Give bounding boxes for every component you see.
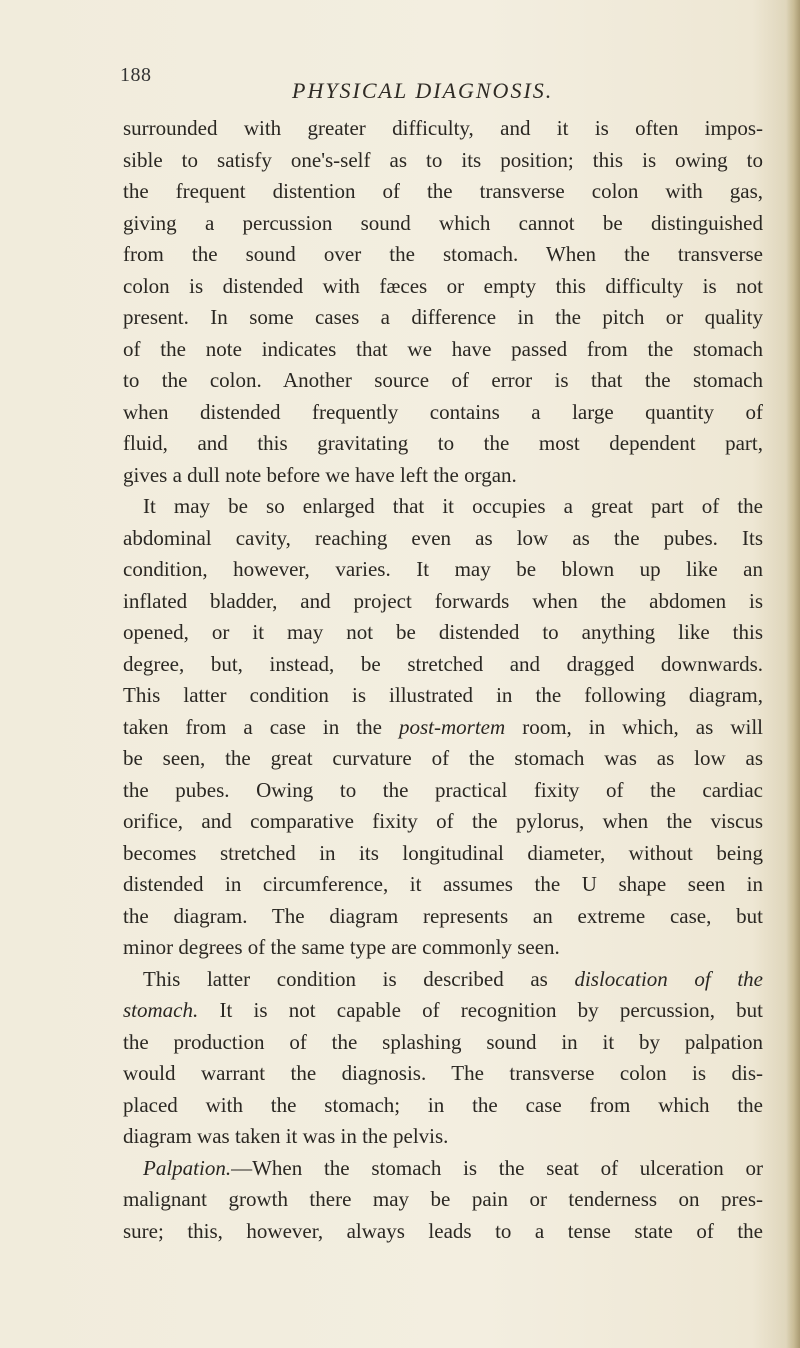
text-line: placed with the stomach; in the case from which the <box>123 1092 763 1117</box>
text-line: diagram was taken it was in the pelvis. <box>123 1124 449 1148</box>
italic-term: stomach. <box>123 998 199 1022</box>
text-line: malignant growth there may be pain or tenderness on pres- <box>123 1187 763 1211</box>
text-line: from the sound over the stomach. When the transverse <box>123 242 763 266</box>
text-line: This latter condition is illustrated in the following diagram, <box>123 683 763 707</box>
text-line: would warrant the diagnosis. The transverse colon is dis- <box>123 1061 763 1085</box>
text-line: the pubes. Owing to the practical fixity of the cardiac <box>123 777 763 802</box>
text-line: present. In some cases a difference in the pitch or quality <box>123 305 763 329</box>
text-line: the diagram. The diagram represents an extreme case, but <box>123 903 763 928</box>
text-run: It is not capable of recognition by percussion, but <box>198 998 763 1022</box>
text-line: giving a percussion sound which cannot be distinguished <box>123 210 763 235</box>
text-line-with-italic <box>123 1153 763 1185</box>
text-line: when distended frequently contains a large quantity of <box>123 399 763 424</box>
text-line: degree, but, instead, be stretched and dragged downwards. <box>123 651 763 676</box>
text-line-with-italic <box>123 964 763 996</box>
text-run: taken from a case in the <box>123 714 399 739</box>
text-line: to the colon. Another source of error is that the stomach <box>123 368 763 392</box>
text-line: minor degrees of the same type are commonly seen. <box>123 935 560 959</box>
text-line: becomes stretched in its longitudinal diameter, without being <box>123 840 763 865</box>
text-line: of the note indicates that we have passed from the stomach <box>123 336 763 361</box>
text-run: room, in which, as will <box>505 714 763 739</box>
text-line: colon is distended with fæces or empty this difficulty is not <box>123 273 763 298</box>
text-line: opened, or it may not be distended to anything like this <box>123 620 763 644</box>
text-line: gives a dull note before we have left the organ. <box>123 462 517 487</box>
body-text <box>123 113 763 1247</box>
text-line: orifice, and comparative fixity of the pylorus, when the viscus <box>123 809 763 833</box>
text-line-with-italic <box>123 995 763 1027</box>
text-line: sure; this, however, always leads to a tense state of the <box>123 1218 763 1243</box>
text-line: inflated bladder, and project forwards when the abdomen is <box>123 588 763 613</box>
text-line: sible to satisfy one's-self as to its position; this is owing to <box>123 147 763 172</box>
text-line: surrounded with greater difficulty, and it is often impos- <box>123 116 763 140</box>
page-number: 188 <box>120 64 152 86</box>
text-line: condition, however, varies. It may be blown up like an <box>123 557 763 581</box>
text-line: be seen, the great curvature of the stomach was as low as <box>123 746 763 770</box>
text-run: This latter condition is described as <box>143 966 575 991</box>
text-line: abdominal cavity, reaching even as low as the pubes. Its <box>123 525 763 550</box>
text-line: distended in circumference, it assumes the U shape seen in <box>123 872 763 896</box>
text-line-with-italic <box>123 712 763 744</box>
italic-term: post-mortem <box>398 714 506 739</box>
page-binding-edge <box>786 0 800 1348</box>
italic-term: Palpation. <box>143 1155 232 1180</box>
page-header <box>0 60 800 103</box>
text-line: the production of the splashing sound in it by palpation <box>123 1029 763 1054</box>
italic-term: dislocation of the <box>574 966 763 991</box>
text-run: —When the stomach is the seat of ulceration or <box>231 1155 763 1180</box>
text-line: the frequent distention of the transverse colon with gas, <box>123 179 763 203</box>
text-line: fluid, and this gravitating to the most dependent part, <box>123 431 763 455</box>
text-line: It may be so enlarged that it occupies a great part of the <box>143 494 763 518</box>
running-head: PHYSICAL DIAGNOSIS. <box>292 78 554 103</box>
